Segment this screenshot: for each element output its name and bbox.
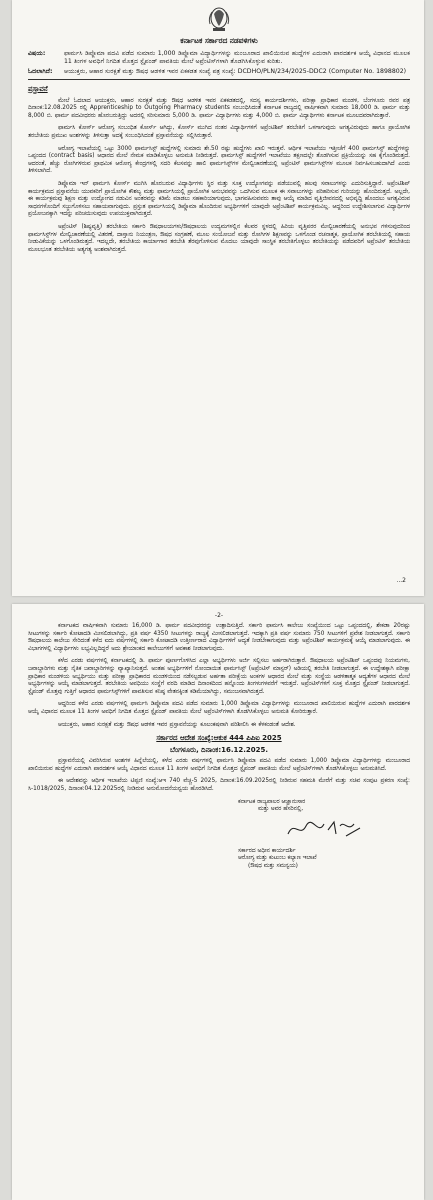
order-date-heading: ಬೆಂಗಳೂರು, ದಿನಾಂಕ:16.12.2025. — [169, 746, 269, 755]
body-paragraph: ಆದ್ದರಿಂದ ಕಳೆದ ಎರಡು ವರ್ಷಗಳಲ್ಲಿ ಫಾರ್ಮಸಿ ಡಿಪ್ಲೊಮಾ ಪದವಿ ಪಡೆದ ಸುಮಾರು 1,000 ಡಿಪ್ಲೊಮಾ ವಿದ್ಯಾರ್ಥಿಗಳನ್ನು ಮಂಜೂರಾದ ಖಾಲಿಯಿರುವ ಹುದ್ದೆಗಳ ಎದುರಾಗಿ ಪಾರದರ್ಶಕ ಆಯ್ಕೆ ವಿಧಾನದ ಮೂಲಕ 11 ತಿಂಗಳ ಅವಧಿಗೆ ನಿಗದಿತ ಮೊತ್ತದ ಸ್ಟೈಪಂಡ್ ಪಾವತಿಯ ಮೇಲೆ ಅಪ್ರೆಂಟಿಸ್‌ಗಳಾಗಿ ತೊಡಗಿಸಿಕೊಳ್ಳಲು ಅನುಮತಿ ಕೋರಿರುತ್ತಾರೆ. — [28, 701, 410, 715]
preamble-paragraph: ಅಪ್ರೆಂಟಿಸ್ (ಶಿಷ್ಯವೃತ್ತಿ) ತರಬೇತಿಯ ಸರ್ಕಾರಿ ಔಷಧಾಲಯಗಳು/ಔಷಧಾಲಯ ಉದ್ಯಮಗಳಲ್ಲಿನ ಕೆಲವರ ಸ್ಥಳದಲ್ಲಿ ಹಿರಿಯ ವೃತ್ತಿಪರರ ಮೇಲ್ವಿಚಾರಣೆಯಲ್ಲಿ ಅನುಭವ ಗಳಿಸುವುದರಿಂದ ಫಾರ್ಮಸಿಸ್ಟ್‌ಗಳ ಮೇಲ್ವಿಚಾರಣೆಯಲ್ಲಿ ವಿತರಣೆ, ದಾಸ್ತಾನು ನಿಯಂತ್ರಣ, ಔಷಧ ಸಂಗ್ರಹಣೆ, ಮೂಲ ಸಂಯೋಜನೆ ಮತ್ತು ರೋಗಿಗಳ ಶಿಕ್ಷಣವನ್ನು ಒಳಗೊಂಡ ರಚನಾತ್ಮಕ, ಪ್ರಾಯೋಗಿಕ ತರಬೇತಿಯಲ್ಲಿ ಸಹಾಯ ನೀಡುವಿಕೆಯನ್ನು ಒಳಗೊಂಡಿರುತ್ತದೆ. ಇದಲ್ಲದೇ, ತರಬೇತಿಯ ಕಾರ್ಯಾಗಾರ ತರಬೇತಿ ತೆರವುಗೊಳಿಸುವ ಮೊದಲು ಯಾವುದೇ ಸಾಂಸ್ಥಿಕ ತರಬೇತಿಗೊಳ್ಳಲು ತರಬೇತಿಯನ್ನು ಪಡೆದವರಿಗೆ ಅಪ್ರೆಂಟಿಸ್ ತರಬೇತಿಯ ಮೂಲಭೂತ ತರಬೇತಿಯ ಅತ್ಯಗತ್ಯ ಅಂಶವಾಗಿರುತ್ತದೆ. — [28, 223, 410, 253]
sign-line: (ಔಷಧ ಮತ್ತು ಸಮನ್ವಯ) — [248, 862, 298, 869]
document-title: ಕರ್ನಾಟಕ ಸರ್ಕಾರದ ನಡವಳಿಗಳು — [180, 36, 258, 45]
sign-line: ಆರೋಗ್ಯ ಮತ್ತು ಕುಟುಂಬ ಕಲ್ಯಾಣ ಇಲಾಖೆ — [238, 855, 317, 862]
preamble-paragraph: ಮೇಲೆ ಓದಲಾದ ಆಯುಕ್ತರು, ಆಹಾರ ಸುರಕ್ಷತೆ ಮತ್ತು ಔಷಧ ಆಡಳಿತ ಇವರ ಏಕಕಡತದಲ್ಲಿ, ಸದಸ್ಯ ಕಾರ್ಯದರ್ಶಿಗಳು, ಪರೀಕ್ಷಾ ಪ್ರಾಧಿಕಾರ ಮಂಡಳಿ, ಬೆಂಗಳೂರು ರವರ ಪತ್ರ ದಿನಾಂಕ:12.08.2025 ರಲ್ಲಿ Apprenticeship to Outgoing Pharmacy students ಸಂಬಂಧಿಸಿದಂತೆ ಕರ್ನಾಟಕ ರಾಜ್ಯದಲ್ಲಿ ವಾರ್ಷಿಕವಾಗಿ ಸುಮಾರು 18,000 ಡಿ. ಫಾರ್ಮ ಮತ್ತು 8,000 ಬಿ. ಫಾರ್ಮ ಪದವೀಧರರು ಹೊರಬರುತ್ತಿದ್ದು ಅದರಲ್ಲಿ ಸರಿಸುಮಾರು 5,000 ಡಿ. ಫಾರ್ಮ ವಿದ್ಯಾರ್ಥಿಗಳು ಮತ್ತು 4,000 ಬಿ. ಫಾರ್ಮ ವಿದ್ಯಾರ್ಥಿಗಳು ಕರ್ನಾಟಕ ಮೂಲದವರಾಗಿರುತ್ತಾರೆ. — [28, 97, 410, 119]
sign-line: ಕರ್ನಾಟಕ ರಾಜ್ಯಪಾಲರ ಆಜ್ಞಾನುಸಾರ — [238, 798, 306, 805]
divider — [28, 79, 410, 80]
preamble-paragraph: ಡಿಪ್ಲೊಮಾ ಇನ್ ಫಾರ್ಮಸಿ ಕೋರ್ಸ್ ಮುಗಿಸಿ ಹೊರಬರುವ ವಿದ್ಯಾರ್ಥಿಗಳು ಸ್ಥಿರ ಮತ್ತು ಸೂಕ್ತ ಉದ್ಯೋಗವನ್ನು ಪಡೆಯುವಲ್ಲಿ ಹಲವು ಸವಾಲುಗಳನ್ನು ಎದುರಿಸುತ್ತಿದ್ದಾರೆ. ಅಪ್ರೆಂಟಿಶಿಪ್ ಕಾರ್ಯಕ್ರಮದ ಪ್ರಸ್ತಾವನೆಯ ಯುವಕರಿಗೆ ಪ್ರಾಯೋಗಿಕ ಕೌಶಲ್ಯ ಮತ್ತು ಫಾರ್ಮಸಿಯಲ್ಲಿ ಪ್ರಾಯೋಗಿಕ ಅನುಭವವನ್ನು ಒದಗಿಸುವ ಮೂಲಕ ಈ ಸವಾಲುಗಳನ್ನು ಪರಿಹರಿಸುವ ಗುರಿಯನ್ನು ಹೊಂದಿರುತ್ತದೆ. ಅಲ್ಲದೇ, ಈ ಕಾರ್ಯಕ್ರಮವು ಶಿಕ್ಷಣ ಮತ್ತು ಉದ್ಯೋಗದ ನಡುವಿನ ಅಂತರವನ್ನು ಕಡಿಮೆ ಮಾಡಲು ಸಹಕಾರಿಯಾಗುವುದು, ಭಾಗವಹಿಸುವವರು ತಾವು ಆಯ್ಕೆ ಮಾಡಿದ ವೃತ್ತಿಜೀವನದಲ್ಲಿ ಅಭಿವೃದ್ಧಿ ಹೊಂದಲು ಅಗತ್ಯವಿರುವ ಸಾಧನಗಳೊಂದಿಗೆ ಸಜ್ಜುಗೊಳಿಸಲು ಸಹಾಯವಾಗುವುದು. ಪ್ರಸ್ತುತ ಫಾರ್ಮಸಿಯಲ್ಲಿ ಡಿಪ್ಲೊಮಾ ಹೊಂದಿರುವ ಅಭ್ಯರ್ಥಿಗಳಿಗೆ ಯಾವುದೇ ಅಪ್ರೆಂಟಿಶಿಪ್ ಕಾರ್ಯಕ್ರಮವಿಲ್ಲ. ಆದ್ದರಿಂದ ಉದ್ದೇಶಿಸಲಾಗುವ ವಿದ್ಯಾರ್ಥಿಗಳ ಪ್ರಯೋಜನಕ್ಕಾಗಿ ಇದನ್ನು ಪರಿಚಯಿಸುವುದು ಉಪಯುಕ್ತವಾಗಿರುತ್ತದೆ. — [28, 180, 410, 218]
subject-row — [28, 50, 410, 66]
reference-text: ಆಯುಕ್ತರು, ಆಹಾರ ಸುರಕ್ಷತೆ ಮತ್ತು ಔಷಧ ಆಡಳಿತ ಇವರ ಏಕಕಡತ ಸಂಖ್ಯೆ ಪತ್ರ ಸಂಖ್ಯೆ: DCDHO/PLN/234/2025-DDC2 (Computer No. 1898802) — [64, 68, 407, 76]
preamble-heading: ಪ್ರಸ್ತಾವನೆ — [28, 84, 48, 93]
subject-label: ವಿಷಯ: — [28, 50, 46, 57]
state-emblem-icon — [206, 4, 232, 34]
sign-line: ಮತ್ತು ಅವರ ಹೆಸರಿನಲ್ಲಿ, — [258, 805, 304, 812]
document-page-1 — [12, 0, 424, 596]
sign-line: ಸರ್ಕಾರದ ಅಧೀನ ಕಾರ್ಯದರ್ಶಿ — [238, 847, 296, 854]
order-paragraph: ಪ್ರಸ್ತಾವನೆಯಲ್ಲಿ ವಿವರಿಸಿರುವ ಅಂಶಗಳ ಹಿನ್ನೆಲೆಯಲ್ಲಿ, ಕಳೆದ ಎರಡು ವರ್ಷಗಳಲ್ಲಿ ಫಾರ್ಮಸಿ ಡಿಪ್ಲೊಮಾ ಪದವಿ ಪಡೆದ ಸುಮಾರು 1,000 ಡಿಪ್ಲೊಮಾ ವಿದ್ಯಾರ್ಥಿಗಳನ್ನು ಮಂಜೂರಾದ ಖಾಲಿಯಿರುವ ಹುದ್ದೆಗಳ ಎದುರಾಗಿ ಪಾರದರ್ಶಕ ಆಯ್ಕೆ ವಿಧಾನದ ಮೂಲಕ 11 ತಿಂಗಳ ಅವಧಿಗೆ ನಿಗದಿತ ಮೊತ್ತದ ಸ್ಟೈಪಂಡ್ ಪಾವತಿಯ ಮೇಲೆ ಅಪ್ರೆಂಟಿಸ್‌ಗಳಾಗಿ ತೊಡಗಿಸಿಕೊಳ್ಳಲು ಅನುಮತಿಸಿದೆ. — [28, 758, 410, 772]
order-paragraph: ಈ ಆದೇಶವನ್ನು ಆರ್ಥಿಕ ಇಲಾಖೆಯ ಟಿಪ್ಪಣಿ ಸಂಖ್ಯೆ:ಆಇ 740 ವೆಚ್ಚ-5 2025, ದಿನಾಂಕ:16.09.2025ರಲ್ಲಿ ನೀಡಿರುವ ಸಹಮತಿ ಮೇರೆಗೆ ಮತ್ತು ಸಚಿವ ಸಂಪುಟ ಪ್ರಕರಣ ಸಂಖ್ಯೆ: ಸಿ-1018/2025, ದಿನಾಂಕ:04.12.2025ರಲ್ಲಿ ನೀಡಿರುವ ಅನುಮೋದನೆಯನ್ವಯ ಹೊರಡಿಸಿದೆ. — [28, 778, 410, 792]
body-paragraph: ಆಯುಕ್ತರು, ಆಹಾರ ಸುರಕ್ಷತೆ ಮತ್ತು ಔಷಧ ಆಡಳಿತ ಇವರ ಪ್ರಸ್ತಾವನೆಯನ್ನು ಕೂಲಂಕಷವಾಗಿ ಪರಿಶೀಲಿಸಿ ಈ ಕೆಳಕಂಡಂತೆ ಆದೇಶ. — [58, 721, 296, 728]
page-number: ...2 — [396, 577, 406, 584]
reference-row — [28, 68, 410, 76]
order-number-heading: ಸರ್ಕಾರದ ಆದೇಶ ಸಂಖ್ಯೆ:ಆಕುಕ 444 ಪಿಪಿಐ 2025 — [156, 734, 282, 743]
signature-block — [238, 799, 410, 870]
page-marker: -2- — [214, 612, 224, 619]
subject-text: ಫಾರ್ಮಸಿ ಡಿಪ್ಲೊಮಾ ಪದವಿ ಪಡೆದ ಸುಮಾರು 1,000 ಡಿಪ್ಲೊಮಾ ವಿದ್ಯಾರ್ಥಿಗಳನ್ನು ಮಂಜೂರಾದ ಖಾಲಿಯಿರುವ ಹುದ್ದೆಗಳ ಎದುರಾಗಿ ಪಾರದರ್ಶಕ ಆಯ್ಕೆ ವಿಧಾನದ ಮೂಲಕ 11 ತಿಂಗಳ ಅವಧಿಗೆ ನಿಗದಿತ ಮೊತ್ತದ ಸ್ಟೈಪಂಡ್ ಪಾವತಿಯ ಮೇಲೆ ಅಪ್ರೆಂಟಿಸ್‌ಗಳಾಗಿ ತೊಡಗಿಸಿಕೊಳ್ಳುವ ಕುರಿತು. — [64, 50, 410, 66]
body-paragraph: ಕಳೆದ ಎರಡು ವರ್ಷಗಳಲ್ಲಿ ಕರ್ನಾಟಕದಲ್ಲಿ ಡಿ. ಫಾರ್ಮ ಪೂರ್ಣಗೊಳಿಸಿದ ಎಲ್ಲಾ ಅಭ್ಯರ್ಥಿಗಳು ಅರ್ಜಿ ಸಲ್ಲಿಸಲು ಅರ್ಹರಾಗಿರುತ್ತಾರೆ. ಔಷಧಾಲಯ ಅಪ್ರೆಂಟಿಶಿಪ್ ಒಪ್ಪಂದವು ನಿಯಮಗಳು, ಜವಾಬ್ದಾರಿಗಳು ಮತ್ತು ನೈತಿಕ ಜವಾಬ್ದಾರಿಗಳನ್ನು ವ್ಯಾಖ್ಯಾನಿಸುತ್ತದೆ. ಅಂತಹ ಅಭ್ಯರ್ಥಿಗಳಿಗೆ ನೋಂದಾಯಿತ ಫಾರ್ಮಸಿಸ್ಟ್ (ಅಪ್ರೆಂಟಿಸ್ ಮಾಸ್ಟರ್) ಅಡಿಯಲ್ಲಿ ತರಬೇತಿ ನೀಡಲಾಗುತ್ತದೆ. ಈ ಉದ್ದೇಶಕ್ಕಾಗಿ ಪರೀಕ್ಷಾ ಪ್ರಾಧಿಕಾರ ಮಂಡಳಿಯ ಅಭ್ಯರ್ಥಿಯು ಮತ್ತು ಪರೀಕ್ಷಾ ಪ್ರಾಧಿಕಾರದ ಮಂಡಳಿಯಿಂದ ನಡೆಸಲ್ಪಡುವ ಅರ್ಹತಾ ಪರೀಕ್ಷೆಯ ಅಂಕಗಳ ಆಧಾರದ ಮೇಲೆ ಮತ್ತು ಸಂಸ್ಥೆಯ ಆಡಳಿತಾತ್ಮಕ ಆದ್ಯತೆಗಳ ಆಧಾರದ ಮೇಲೆ ಅಭ್ಯರ್ಥಿಗಳನ್ನು ಆಯ್ಕೆ ಮಾಡಲಾಗುತ್ತದೆ. ತರಬೇತಿಯ ಅವಧಿಯು ಸಂಸ್ಥೆಗೆ ವರದಿ ಮಾಡಿದ ದಿನಾಂಕದಿಂದ ಹನ್ನೊಂದು ತಿಂಗಳುಗಳವರೆಗೆ ಇರುತ್ತದೆ. ಅಪ್ರೆಂಟಿಸ್‌ಗಳಿಗೆ ಸೂಕ್ತ ಮೊತ್ತದ ಸ್ಟೈಪಂಡ್ ನೀಡಲಾಗುತ್ತದೆ. ಸ್ಟೈಪಂಡ್ ಮೊತ್ತವು ಗುತ್ತಿಗೆ ಆಧಾರದ ಫಾರ್ಮಸಿಸ್ಟ್‌ಗಳಿಗೆ ಪಾವತಿಸುವ ಕನಿಷ್ಠ ವೇತನಕ್ಕಿಂತ ಕಡಿಮೆಯಾಗಿದ್ದು, ಸಮಂಜಸವಾಗಿರುತ್ತದೆ. — [28, 658, 410, 695]
document-page-2 — [12, 604, 424, 1200]
preamble-paragraph: ಆರೋಗ್ಯ ಇಲಾಖೆಯಲ್ಲಿ ಒಟ್ಟು 3000 ಫಾರ್ಮಸಿಸ್ಟ್ ಹುದ್ದೆಗಳಲ್ಲಿ ಸುಮಾರು ಶೇ.50 ರಷ್ಟು ಹುದ್ದೆಗಳು ಖಾಲಿ ಇರುತ್ತವೆ. ಆರ್ಥಿಕ ಇಲಾಖೆಯು ಇತ್ತೀಚೆಗೆ 400 ಫಾರ್ಮಸಿಸ್ಟ್ ಹುದ್ದೆಗಳನ್ನು ಒಪ್ಪಂದದ (contract basis) ಆಧಾರದ ಮೇಲೆ ನೇಮಕ ಮಾಡಿಕೊಳ್ಳಲು ಅನುಮತಿ ನೀಡಿರುತ್ತದೆ. ಫಾರ್ಮಸಿಸ್ಟ್ ಹುದ್ದೆಗಳಿಗೆ ಇಲಾಖೆಯು ತಕ್ಷಣದಲ್ಲೇ ತೊಡಗಿಸುವ ಪ್ರಕ್ರಿಯೆಯನ್ನು ಸಹ ಕೈಗೊಂಡಿರುತ್ತದೆ. ಆದರಂತೆ, ಹೆಚ್ಚು ರೋಗಿಗಳಿರುವ ಪ್ರಾಥಮಿಕ ಆರೋಗ್ಯ ಕೇಂದ್ರಗಳಲ್ಲಿ ಸದರಿ ಕೆಲಸವನ್ನು ಹಾಲಿ ಫಾರ್ಮಸಿಸ್ಟ್‌ಗಳ ಮೇಲ್ವಿಚಾರಣೆಯಲ್ಲಿ ಅಪ್ರೆಂಟಿಸ್ ಫಾರ್ಮಸಿಸ್ಟ್‌ಗಳ ಮೂಲಕ ನಿರ್ವಹಿಸಬಹುದಾಗಿದೆ ಎಂದು ತಿಳಿಸಲಾಗಿದೆ. — [28, 145, 410, 175]
preamble-paragraph: ಫಾರ್ಮಸಿ ಕೋರ್ಸ್ ಆರೋಗ್ಯ ಸಂಬಂಧಿತ ಕೋರ್ಸ್ ಆಗಿದ್ದು, ಕೋರ್ಸ್ ಮುಗಿದ ನಂತರ ವಿದ್ಯಾರ್ಥಿಗಳಿಗೆ ಅಪ್ರೆಂಟಿಶಿಪ್ ತರಬೇತಿಗೆ ಒಳಗಾಗುವುದು ಅಗತ್ಯವಿರುವುದು ಹಾಗೂ ಪ್ರಾಯೋಗಿಕ ತರಬೇತಿಯ ಪ್ರಮುಖ ಅಂಶಗಳನ್ನು ತಿಳಿಸುತ್ತಾ ಅದಕ್ಕೆ ಸಂಬಂಧಿಸಿದಂತೆ ಪ್ರಸ್ತಾವನೆಯನ್ನು ಸಲ್ಲಿಸಿರುತ್ತಾರೆ. — [28, 125, 410, 139]
body-paragraph: ಕರ್ನಾಟಕದ ವಾರ್ಷಿಕವಾಗಿ ಸುಮಾರು 16,000 ಡಿ. ಫಾರ್ಮ ಪದವೀಧರರನ್ನು ಉತ್ಪಾದಿಸುತ್ತಿದೆ. ಸರ್ಕಾರಿ ಫಾರ್ಮಸಿ ಕಾಲೇಜು ಸಂಖ್ಯೆಯಿಂದ ಒಟ್ಟು ಒಪ್ಪಂದದಲ್ಲಿ, ಶೇಕಡಾ 20ರಷ್ಟು ಸೀಟುಗಳನ್ನು ಸರ್ಕಾರಿ ಕೋಟಾದಡಿ ಮೀಸಲಿಡಲಾಗಿದ್ದು, ಪ್ರತಿ ವರ್ಷ 4350 ಸೀಟುಗಳನ್ನು ರಾಜ್ಯಕ್ಕೆ ಮೀಸಲಿಡಲಾಗುತ್ತದೆ. ಇದಕ್ಕಾಗಿ ಪ್ರತಿ ವರ್ಷ ಸುಮಾರು 750 ಸೀಟುಗಳಿಗೆ ಪ್ರವೇಶ ನೀಡಲಾಗುತ್ತದೆ. ಸರ್ಕಾರಿ ಔಷಧಾಲಯ ಕಾಲೇಜು ಸೇರಿದಂತೆ ಕಳೆದ ಐದು ವರ್ಷಗಳಲ್ಲಿ ಸರ್ಕಾರಿ ಕೋಟಾದಡಿ ಉತ್ತೀರ್ಣರಾದ ವಿದ್ಯಾರ್ಥಿಗಳಿಗೆ ಆದ್ಯತೆ ನೀಡಬೇಕಾಗುವುದು ಮತ್ತು ಅಪ್ರೆಂಟಿಶಿಪ್ ಕಾರ್ಯಕ್ರಮಕ್ಕೆ ಆಯ್ಕೆ ಮಾಡಲಾಗುವುದು. ಈ ವಿಭಾಗಗಳಲ್ಲಿ ವಿದ್ಯಾರ್ಥಿಗಳು ಲಭ್ಯವಿಲ್ಲದಿದ್ದರೆ ಅದು ಶ್ರೇಯಾಂಕದ ಕಾಲೇಜುಗಳಿಗೆ ಅವಕಾಶ ನೀಡಲಾಗುವುದು. — [28, 623, 410, 652]
handwritten-signature-icon — [284, 816, 364, 842]
reference-label: ಓದಲಾಗಿದೆ: — [28, 68, 53, 76]
